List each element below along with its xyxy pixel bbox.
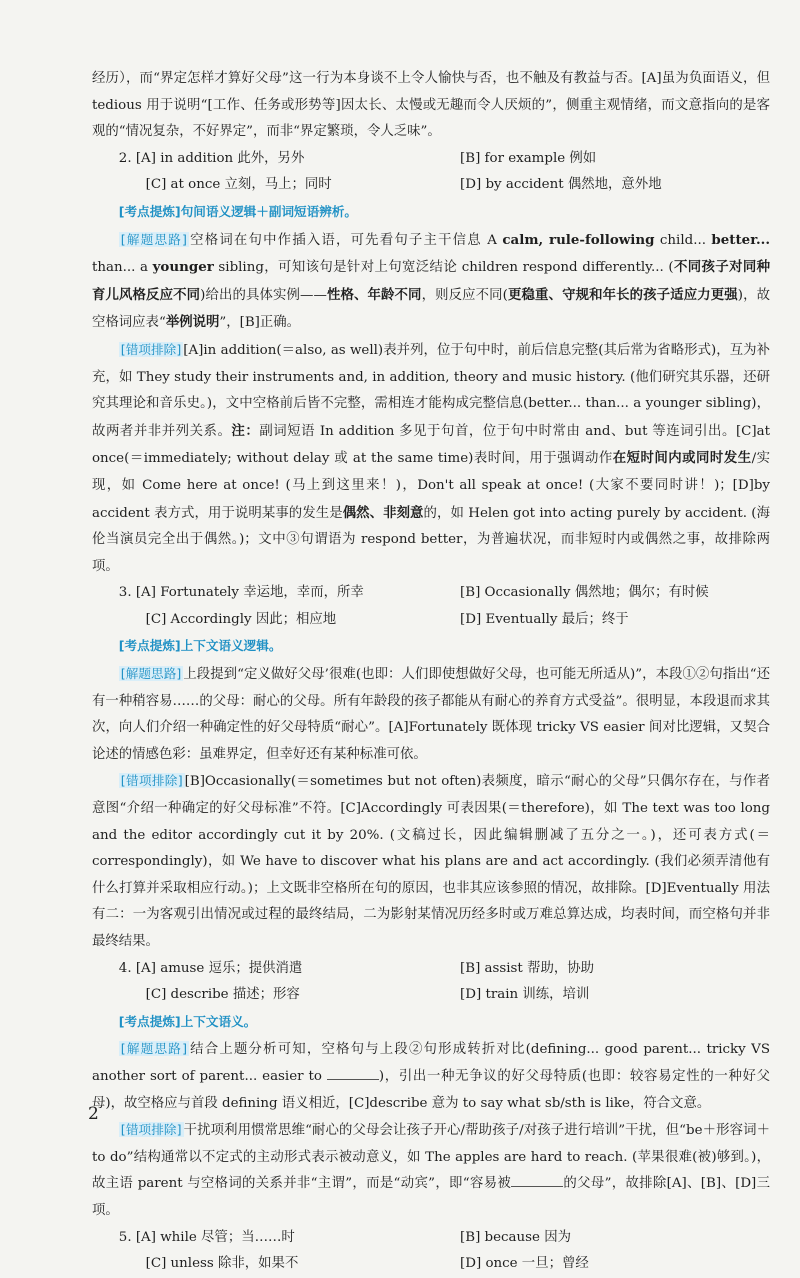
q2-kaodian bbox=[92, 199, 770, 227]
q5-option-a: 5. [A] while 尽管；当……时 bbox=[118, 1229, 295, 1245]
answer-blank bbox=[327, 1065, 379, 1080]
q2-option-a: 2. [A] in addition 此外，另外 bbox=[118, 150, 305, 166]
bold-run: better... bbox=[711, 231, 771, 248]
jieti-label: [解题思路] bbox=[120, 1041, 187, 1057]
q3-kaodian-text: 上下文语义逻辑。 bbox=[180, 638, 282, 654]
bold-run: 偶然、非刻意 bbox=[342, 504, 424, 521]
bold-run: 更稳重、守规和年长的孩子适应力更强 bbox=[507, 286, 738, 303]
q5-options-row-2 bbox=[92, 1251, 770, 1278]
q5-option-b: [B] because 因为 bbox=[460, 1229, 571, 1245]
q2-jieti bbox=[92, 227, 770, 337]
q2-option-b: [B] for example 例如 bbox=[460, 150, 597, 166]
bold-run: calm, rule-following bbox=[502, 231, 655, 248]
q2-options-row-2 bbox=[92, 172, 770, 199]
text-run: than... a bbox=[92, 260, 153, 276]
q4-jieti bbox=[92, 1036, 770, 1117]
kaodian-label: [考点提炼] bbox=[118, 638, 181, 654]
q4-option-b: [B] assist 帮助，协助 bbox=[460, 960, 595, 976]
q3-option-c: [C] Accordingly 因此；相应地 bbox=[145, 611, 337, 627]
q3-kaodian bbox=[92, 633, 770, 661]
q5-options-row-1 bbox=[92, 1225, 770, 1252]
answer-blank bbox=[511, 1172, 563, 1187]
q2-options-row-1 bbox=[92, 146, 770, 173]
text-run: ”，[B]正确。 bbox=[219, 315, 301, 331]
q3-option-a: 3. [A] Fortunately 幸运地，幸而，所幸 bbox=[118, 585, 364, 601]
text-run: )给出的具体实例—— bbox=[200, 287, 327, 303]
text-run: [A]in addition(＝also, as well)表并列，位于句中时，前后信息完整(其后常为省略形式)，互为补充，如 They study their instruments and, in addition, theory and music history. (他们研究其乐器，还研究其理论和音乐史。)，文中空格前后皆不完整，需相连才能构成完整信息(better... than... a younger sibling)，故两者并非并列关系。 bbox=[92, 342, 770, 439]
q3-options-row-2 bbox=[92, 607, 770, 634]
text-run: child... bbox=[654, 232, 712, 248]
q3-option-b: [B] Occasionally 偶然地；偶尔；有时候 bbox=[460, 585, 709, 601]
bold-run: 不同孩子对同种育儿风格反应不同 bbox=[92, 259, 771, 303]
bold-run: 举例说明 bbox=[165, 314, 220, 331]
bold-run: 在短时间内或同时发生 bbox=[612, 450, 752, 467]
q5-option-d: [D] once 一旦；曾经 bbox=[460, 1256, 589, 1272]
bold-run: younger bbox=[152, 259, 214, 276]
text-run: /实现，如 Come here at once! (马上到这里来！)，Don't all speak at once! (大家不要同时讲！)；[D]by accident 表方式，用于说明某事的发生是 bbox=[92, 451, 770, 521]
q4-kaodian bbox=[92, 1009, 770, 1037]
page-number: 2 bbox=[88, 1104, 99, 1124]
q2-kaodian-text: 句间语义逻辑＋副词短语辨析。 bbox=[180, 203, 357, 219]
text-run: 空格词在句中作插入语，可先看句子主干信息 A bbox=[188, 232, 503, 248]
page-content bbox=[92, 66, 770, 1278]
intro-paragraph: 经历），而“界定怎样才算好父母”这一行为本身谈不上令人愉快与否，也不触及有教益与否。[A]虽为负面语义，但 tedious 用于说明“[工作、任务或形势等]因太长、太慢或无趣而令人厌烦的”，侧重主观情绪，而文意指向的是客观的“情况复杂，不好界定”，而非“界定繁琐，令人乏味”。 bbox=[92, 71, 770, 140]
text-run: 的，如 Helen got into acting purely by accident. (海伦当演员完全出于偶然。)；文中③句谓语为 respond better，为普遍状况，而非短时内或偶然之事，故排除两项。 bbox=[92, 505, 770, 574]
text-run: )，引出一种无争议的好父母特质(也即：较容易定性的一种好父母)，故空格应与首段 defining 语义相近，[C]describe 意为 to say what sb/sth is like，符合文意。 bbox=[92, 1068, 771, 1111]
q4-options-row-1 bbox=[92, 956, 770, 983]
jieti-label: [解题思路] bbox=[120, 231, 187, 247]
q4-option-c: [C] describe 描述；形容 bbox=[145, 987, 300, 1003]
text-run: ，则反应不同( bbox=[421, 287, 508, 303]
q3-jieti bbox=[92, 661, 770, 768]
text-run: 上段提到“定义做好父母’很难(也即：人们即使想做好父母，也可能无所适从)”，本段①②句指出“还有一种稍容易……的父母：耐心的父母。所有年龄段的孩子都能从有耐心的养育方式受益”。很明显，本段退而求其次，向人们介绍一种确定性的好父母特质“耐心”。[A]Fortunately 既体现 tricky VS easier 间对比逻辑，又契合论述的情感色彩：虽难界定，但幸好还有某种标准可依。 bbox=[92, 667, 771, 762]
text-run: 副词短语 In addition 多见于句首，位于句中时常由 and、but 等连词引出。[C]at once(＝immediately; without delay 或 at the same time)表时间，用于强调动作 bbox=[92, 423, 770, 467]
kaodian-label: [考点提炼] bbox=[118, 203, 181, 219]
q4-kaodian-text: 上下文语义。 bbox=[180, 1013, 257, 1029]
cuoxiang-label: [错项排除] bbox=[120, 773, 183, 789]
q2-cuoxiang bbox=[92, 337, 770, 580]
q2-option-d: [D] by accident 偶然地，意外地 bbox=[460, 177, 662, 193]
text-run: sibling，可知该句是针对上句宽泛结论 children respond differently... ( bbox=[213, 260, 674, 276]
note-label: 注： bbox=[231, 422, 260, 439]
q3-options-row-1 bbox=[92, 580, 770, 607]
q4-option-a: 4. [A] amuse 逗乐；提供消遣 bbox=[118, 960, 303, 976]
text-run: 干扰项利用惯常思维“耐心的父母会让孩子开心/帮助孩子/对孩子进行培训”干扰，但“be＋形容词＋to do”结构通常以不定式的主动形式表示被动意义，如 The apples are hard to reach. (苹果很难(被)够到。)，故主语 parent 与空格词的关系并非“主谓”，而是“动宾”，即“容易被 bbox=[92, 1123, 770, 1192]
q4-cuoxiang bbox=[92, 1117, 770, 1224]
jieti-label: [解题思路] bbox=[120, 666, 182, 682]
q2-option-c: [C] at once 立刻，马上；同时 bbox=[145, 177, 332, 193]
cuoxiang-label: [错项排除] bbox=[120, 341, 182, 357]
q5-option-c: [C] unless 除非，如果不 bbox=[145, 1256, 299, 1272]
text-run: 的父母”，故排除[A]、[B]、[D]三项。 bbox=[92, 1176, 770, 1218]
q3-option-d: [D] Eventually 最后；终于 bbox=[460, 611, 629, 627]
cuoxiang-label: [错项排除] bbox=[120, 1122, 182, 1138]
q4-option-d: [D] train 训练，培训 bbox=[460, 987, 590, 1003]
text-run: )，故空格词应表“ bbox=[92, 287, 771, 331]
text-run: [B]Occasionally(＝sometimes but not often)表频度，暗示“耐心的父母”只偶尔存在，与作者意图“介绍一种确定的好父母标准”不符。[C]Accordingly 可表因果(＝therefore)，如 The text was too long and the editor accordingly cut it by 20%. (文稿过长，因此编辑删减了五分之一。)，还可表方式(＝correspondingly)，如 We have to discover what his plans are and act accordingly. (我们必须弄清他有什么打算并采取相应行动。)；上文既非空格所在句的原因，也非其应该参照的情况，故排除。[D]Eventually 用法有二：一为客观引出情况或过程的最终结局，二为影射某情况历经多时或万难总算达成，均表时间，而空格句并非最终结果。 bbox=[92, 774, 770, 949]
q4-options-row-2 bbox=[92, 982, 770, 1009]
bold-run: 性格、年龄不同 bbox=[326, 286, 422, 303]
text-run: 结合上题分析可知，空格句与上段②句形成转折对比(defining... good parent... tricky VS another sort of parent... easier to bbox=[92, 1042, 771, 1084]
kaodian-label: [考点提炼] bbox=[118, 1013, 181, 1029]
q3-cuoxiang bbox=[92, 768, 770, 955]
